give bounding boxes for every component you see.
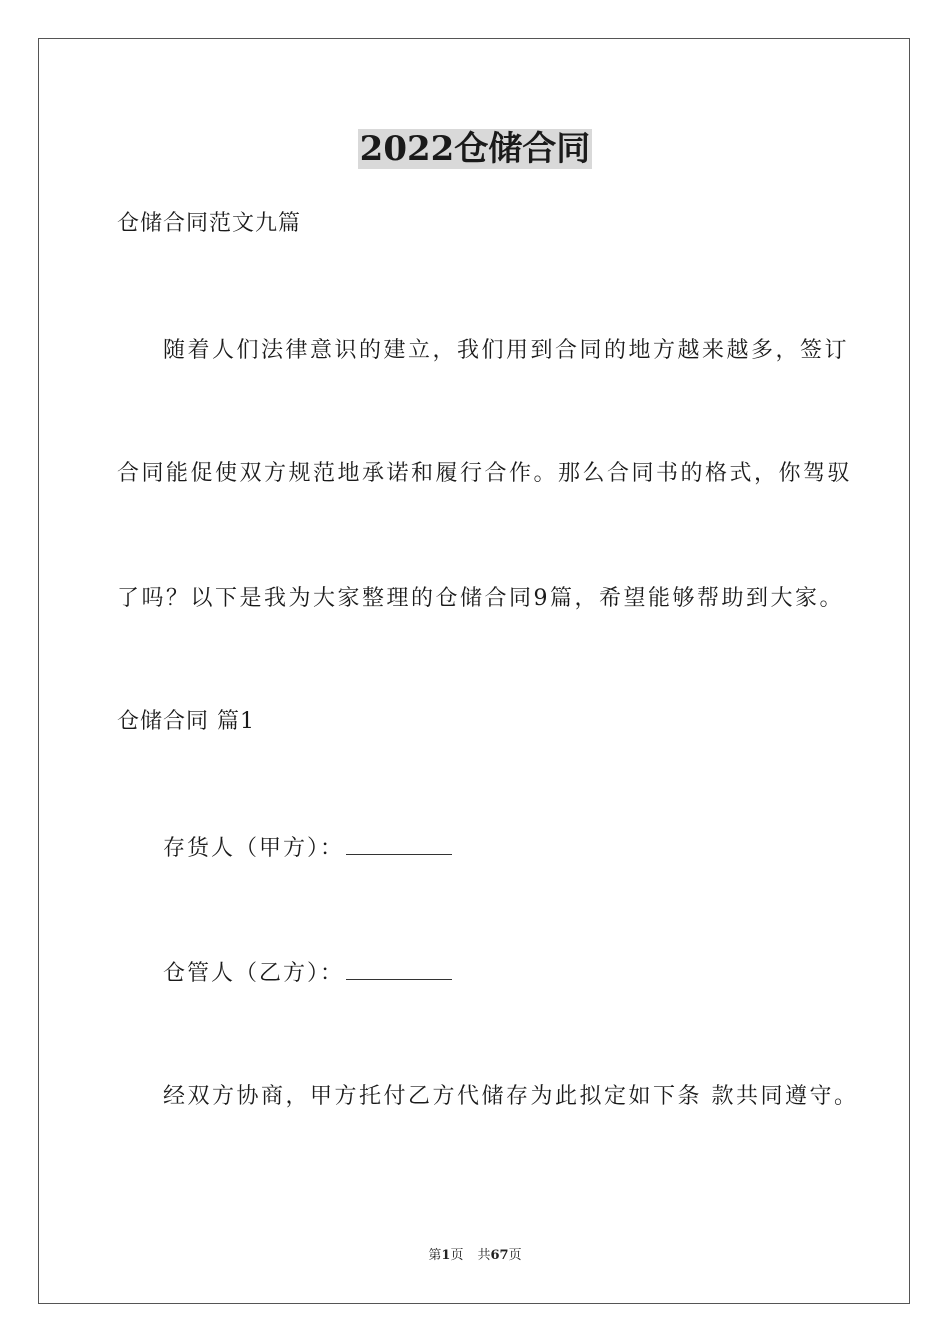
page-suffix: 页 <box>450 1248 464 1263</box>
intro-paragraph-line-1: 随着人们法律意识的建立，我们用到合同的地方越来越多，签订 <box>163 338 850 363</box>
page-prefix: 第 <box>428 1248 442 1263</box>
section-heading: 仓储合同 篇1 <box>117 709 255 734</box>
keeper-blank-line <box>346 957 452 980</box>
total-suffix: 页 <box>508 1248 522 1263</box>
page-number: 1 <box>441 1248 451 1263</box>
agreement-paragraph: 经双方协商，甲方托付乙方代储存为此拟定如下条 款共同遵守。 <box>163 1084 859 1109</box>
depositor-blank-line <box>346 832 452 855</box>
depositor-field <box>163 832 452 864</box>
intro-paragraph-line-2: 合同能促使双方规范地承诺和履行合作。那么合同书的格式，你驾驭 <box>117 461 853 486</box>
total-pages: 67 <box>490 1248 509 1263</box>
total-prefix: 共 <box>477 1248 491 1263</box>
keeper-label: 仓管人（乙方）： <box>163 961 345 986</box>
document-title <box>0 126 950 172</box>
intro-paragraph-line-3: 了吗？以下是我为大家整理的仓储合同9篇，希望能够帮助到大家。 <box>117 586 844 611</box>
keeper-field <box>163 957 452 989</box>
document-subtitle: 仓储合同范文九篇 <box>117 211 302 236</box>
document-title-text: 2022仓储合同 <box>359 129 591 169</box>
depositor-label: 存货人（甲方）： <box>163 836 345 861</box>
page-footer <box>0 1247 950 1265</box>
